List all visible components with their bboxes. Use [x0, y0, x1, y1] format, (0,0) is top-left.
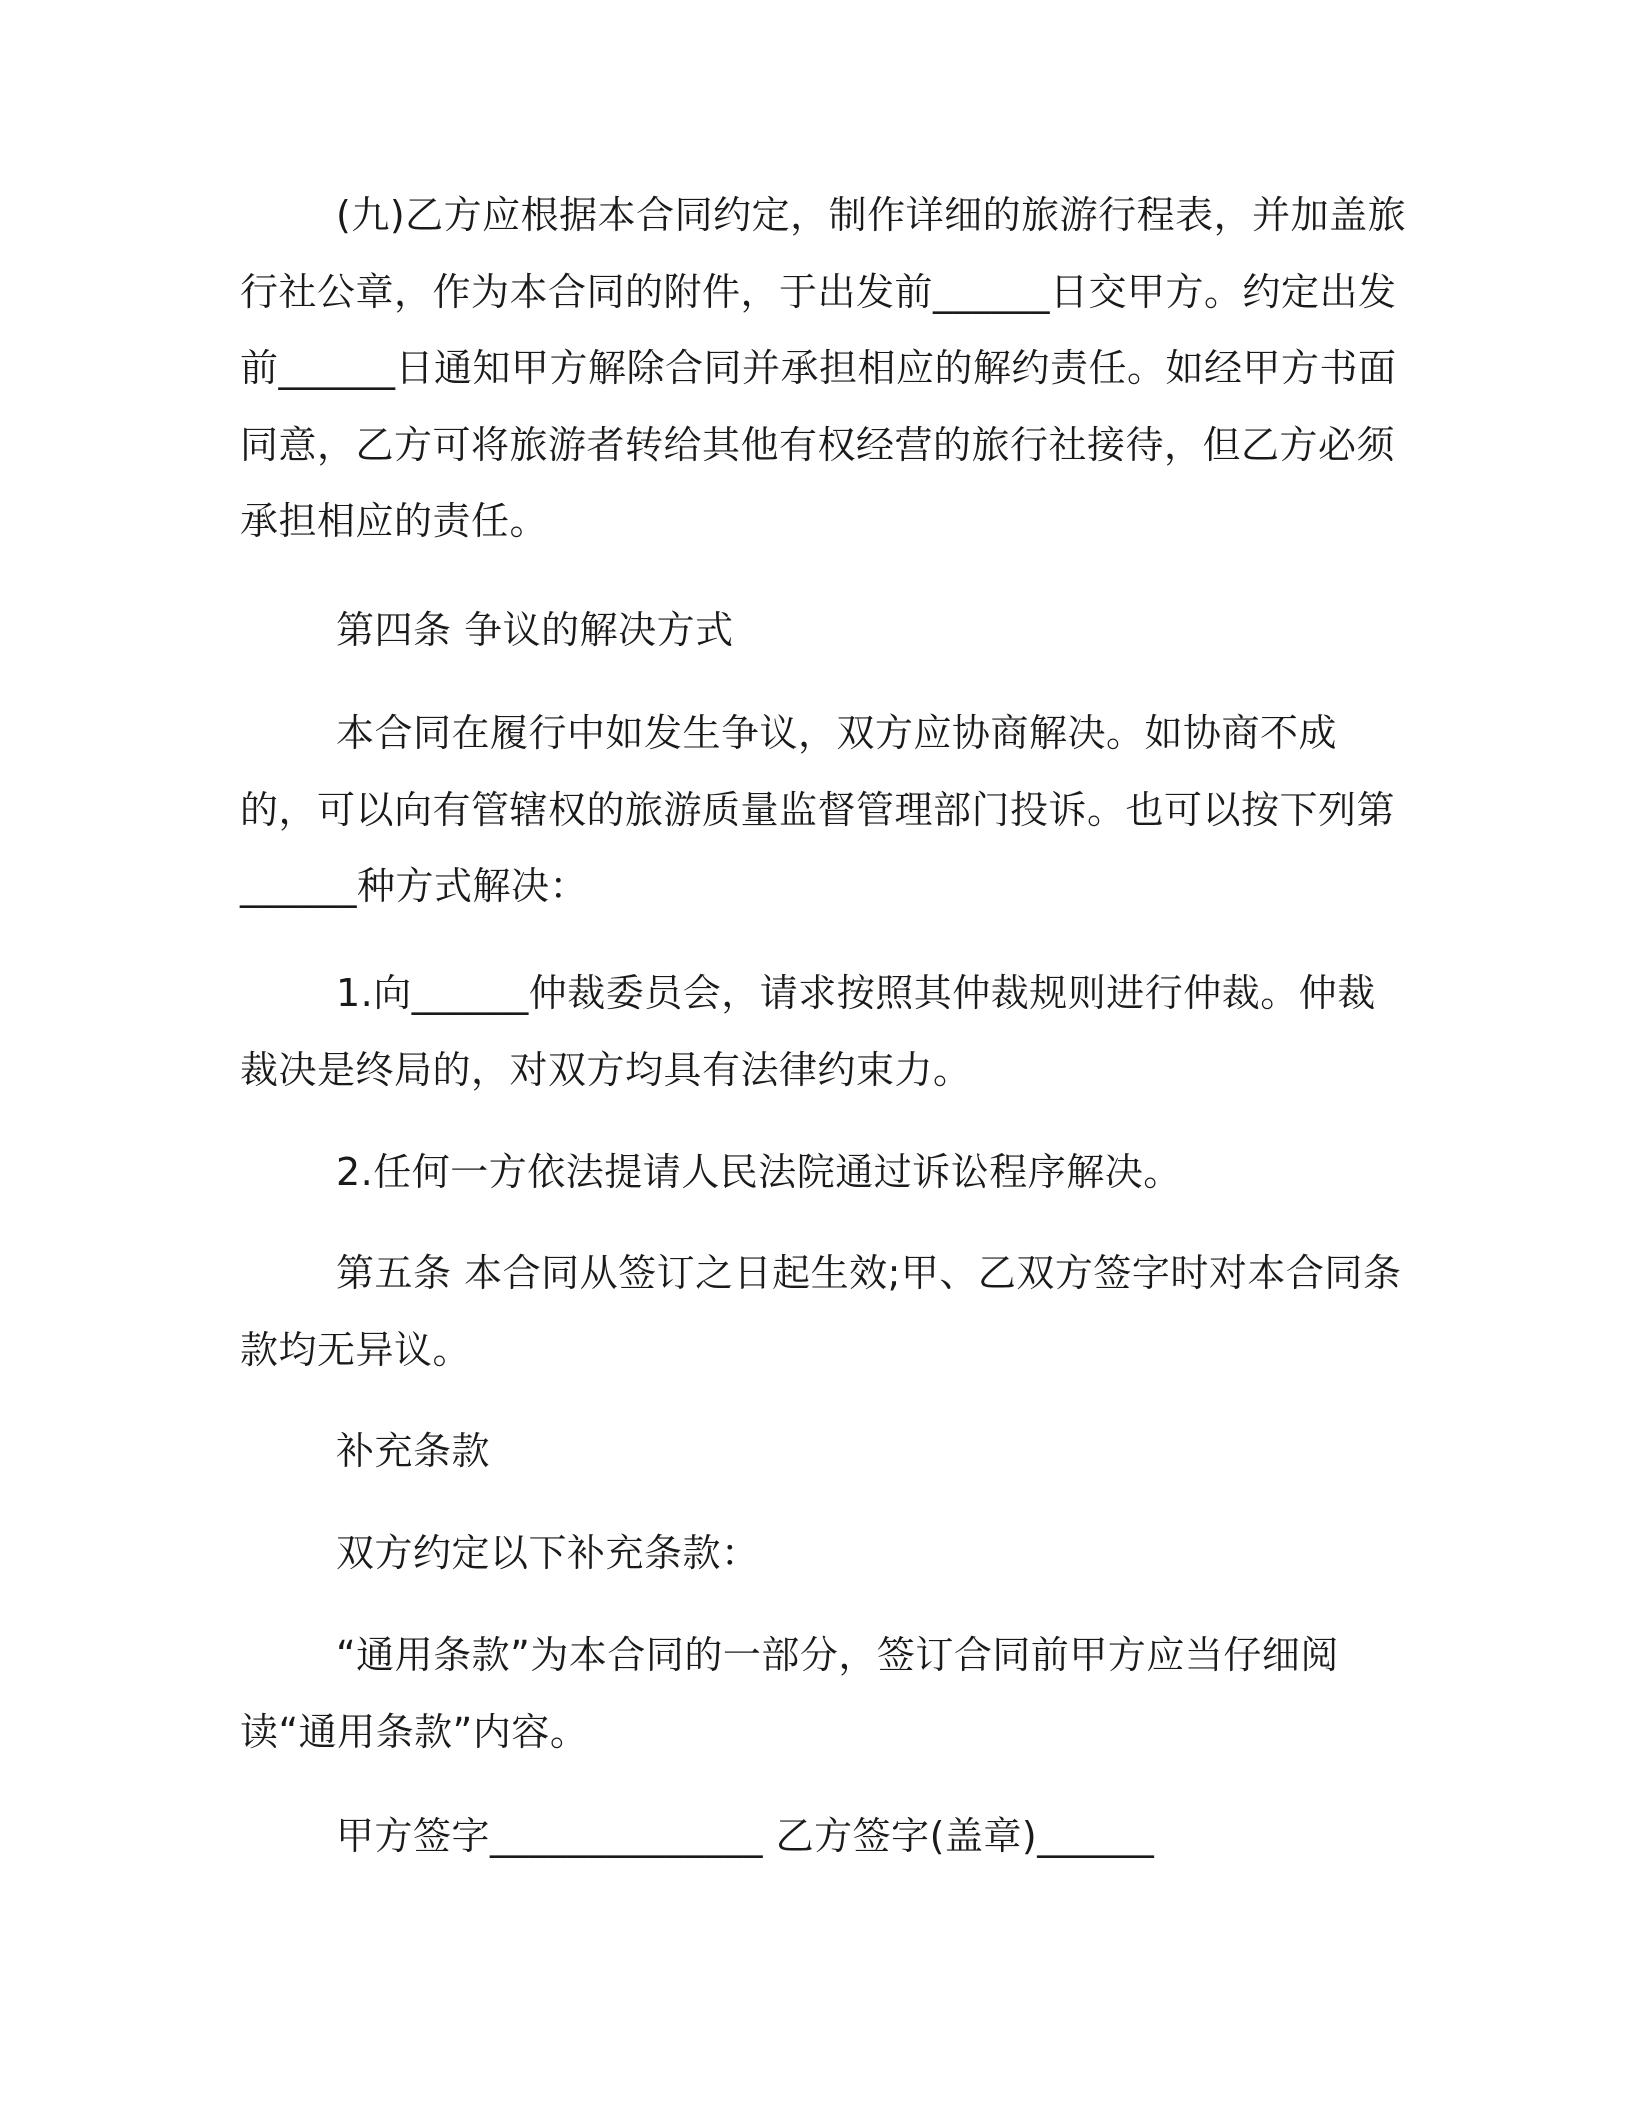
article-4-heading: 第四条 争议的解决方式	[336, 608, 734, 652]
arbitration-option-paragraph: 1.向______仲裁委员会，请求按照其仲裁规则进行仲裁。仲裁裁决是终局的，对双方均具有法律约束力。	[240, 971, 1376, 1092]
general-terms-paragraph: “通用条款”为本合同的一部分，签订合同前甲方应当仔细阅读“通用条款”内容。	[240, 1633, 1339, 1754]
supplementary-intro-paragraph: 双方约定以下补充条款：	[336, 1531, 760, 1575]
clause-9-paragraph: (九)乙方应根据本合同约定，制作详细的旅游行程表，并加盖旅行社公章，作为本合同的附件，于出发前______日交甲方。约定出发前______日通知甲方解除合同并承担相应的解约责任。如经甲方书面同意，乙方可将旅游者转给其他有权经营的旅行社接待，但乙方必须承担相应的责任。	[240, 193, 1407, 543]
litigation-option-paragraph: 2.任何一方依法提请人民法院通过诉讼程序解决。	[336, 1150, 1182, 1194]
supplementary-heading: 补充条款	[336, 1429, 491, 1473]
signature-line: 甲方签字______________ 乙方签字(盖章)______	[336, 1814, 1155, 1858]
article-5-paragraph: 第五条 本合同从签订之日起生效;甲、乙双方签字时对本合同条款均无异议。	[240, 1251, 1402, 1372]
dispute-resolution-paragraph: 本合同在履行中如发生争议，双方应协商解决。如协商不成的，可以向有管辖权的旅游质量监督管理部门投诉。也可以按下列第______种方式解决：	[240, 711, 1396, 908]
